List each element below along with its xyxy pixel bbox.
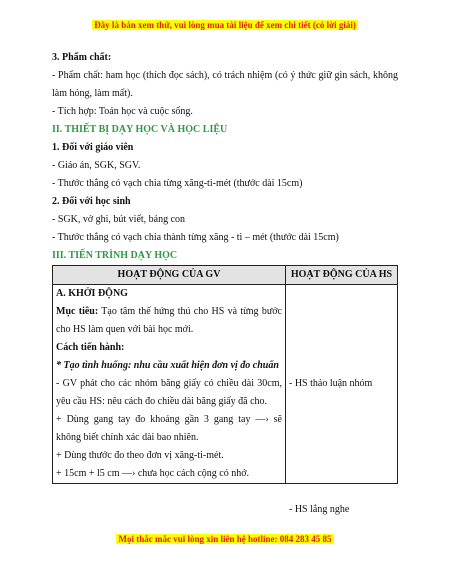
heading-3: III. TIẾN TRÌNH DẠY HỌC [52,250,178,261]
section-3-title: 3. Phẩm chất: [52,52,112,63]
student-activity-cell [286,285,398,515]
student-title: 2. Đối với học sinh [52,196,131,207]
header-student-activity: HOẠT ĐỘNG CỦA HS [286,266,398,285]
student-step-2: - HS lắng nghe [289,504,350,515]
hotline-text: Mọi thắc mắc vui lòng xin liên hệ hotline: 084 283 45 85 [118,534,332,544]
situation-label: * Tạo tình huống: nhu cầu xuất hiện đơn vị đo chuẩn [56,360,279,371]
teacher-line-1: - Giáo án, SGK, SGV. [52,160,141,171]
teacher-title: 1. Đối với giáo viên [52,142,134,153]
student-line-1: - SGK, vở ghi, bút viết, bảng con [52,214,186,225]
teacher-line-2: - Thước thẳng có vạch chia từng xăng-ti-mét (thước dài 15cm) [52,178,303,189]
student-line-2: - Thước thẳng có vạch chia thành từng xăng - ti – mét (thước dài 15cm) [52,232,339,243]
teacher-step-2: + Dùng gang tay đo khoảng gần 3 gang tay —› sẽ không biết chính xác dài bao nhiên. [56,414,282,443]
teacher-step-4: + 15cm + l5 cm —› chưa học cách cộng có nhớ. [56,468,250,479]
activity-table [52,265,398,515]
document-body [52,49,398,515]
heading-2: II. THIẾT BỊ DẠY HỌC VÀ HỌC LIỆU [52,124,228,135]
header-teacher-activity: HOẠT ĐỘNG CỦA GV [53,266,286,285]
warmup-title: A. KHỞI ĐỘNG [56,288,128,299]
section-3-line-1: - Phẩm chất: ham học (thích đọc sách), có trách nhiệm (có ý thức giữ gìn sách, không làm hỏng, làm mất). [52,70,398,99]
teacher-step-1: - GV phát cho các nhóm băng giấy có chiều dài 30cm, yêu cầu HS: nêu cách đo chiều dài băng giấy đã cho. [56,378,282,407]
teacher-step-3: + Dùng thước đo theo đơn vị xăng-ti-mét. [56,450,224,461]
objective-text: Tạo tâm thế hứng thú cho HS và từng bước cho HS làm quen với bài học mới. [56,306,282,335]
objective [56,303,282,339]
preview-banner [0,20,450,30]
hotline-footer [0,534,450,544]
teacher-activity-cell [53,285,286,484]
table-row [53,285,398,484]
procedure-label: Cách tiến hành: [56,342,125,353]
preview-banner-text: Đây là bản xem thử, vui lòng mua tài liệu để xem chi tiết (có lời giải) [94,20,356,30]
objective-label: Mục tiêu: [56,306,99,317]
student-step-1: - HS thảo luận nhóm [289,378,373,389]
section-3-line-2: - Tích hợp: Toán học và cuộc sống. [52,106,193,117]
table-header-row [53,266,398,285]
